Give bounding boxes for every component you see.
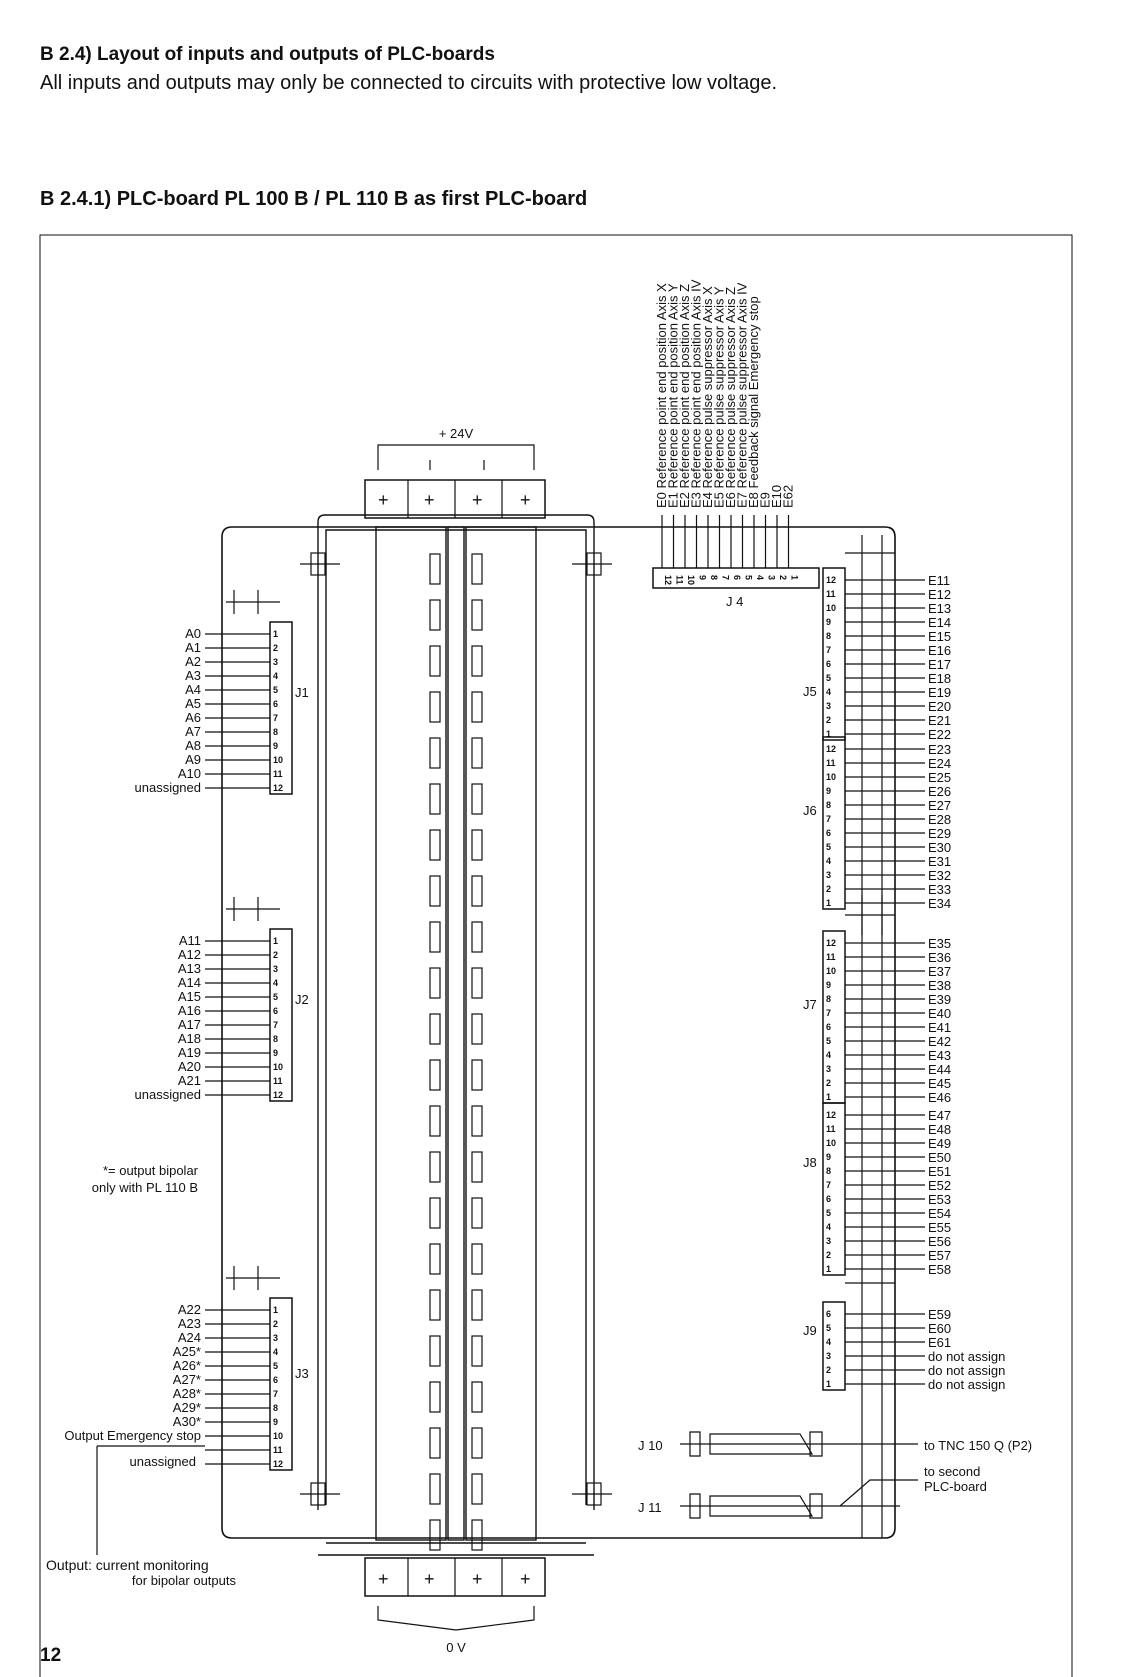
j8-signal: E52 (928, 1178, 952, 1193)
j2-signal: A16 (177, 1003, 201, 1018)
j2-signal: A17 (177, 1017, 201, 1032)
j10-target: to TNC 150 Q (P2) (924, 1438, 1033, 1453)
j6-signal: E29 (928, 826, 952, 841)
j2-label: J2 (295, 992, 309, 1007)
j4-pin: 11 (674, 575, 685, 585)
chip-slot (430, 1198, 440, 1228)
j1-pin: 3 (273, 657, 279, 667)
connector-j9 (803, 535, 1005, 1538)
j3-pin: 9 (273, 1417, 279, 1427)
j4-signal: E0 Reference point end position Axis X (654, 283, 669, 508)
j11-target-2: PLC-board (924, 1479, 987, 1494)
j3-pin: 4 (273, 1347, 279, 1357)
svg-text:+: + (472, 1569, 483, 1589)
j2-signal: A21 (177, 1073, 201, 1088)
j3-pin: 1 (273, 1305, 279, 1315)
j3-signal: A23 (177, 1316, 201, 1331)
j4-signal: E10 (769, 484, 784, 508)
j4-signal: E7 Reference pulse suppressor Axis IV (734, 282, 750, 508)
j7-signal: E36 (928, 950, 952, 965)
j5-signal: E11 (928, 573, 951, 588)
j7-pin: 11 (826, 952, 836, 962)
j6-pin: 3 (826, 870, 832, 880)
chip-slot (472, 1060, 482, 1090)
chip-slot (430, 738, 440, 768)
chip-slot (430, 1382, 440, 1412)
connector-j5 (803, 568, 951, 742)
chip-slot (472, 1014, 482, 1044)
j9-label: J9 (803, 1323, 817, 1338)
j2-pin: 1 (273, 936, 279, 946)
j4-signal: E5 Reference pulse suppressor Axis Y (711, 286, 727, 508)
j1-signal: A6 (185, 710, 201, 725)
j8-pin: 5 (826, 1208, 832, 1218)
j9-pin: 1 (826, 1379, 832, 1389)
j8-pin: 10 (826, 1138, 837, 1148)
j6-pin: 10 (826, 772, 837, 782)
j1-signal: A0 (185, 626, 201, 641)
chip-slot (430, 692, 440, 722)
j6-label: J6 (803, 803, 817, 818)
j3-pin: 2 (273, 1319, 279, 1329)
chip-slot (430, 922, 440, 952)
j3-signal: A28* (172, 1386, 201, 1401)
j4-signal: E4 Reference pulse suppressor Axis X (700, 286, 715, 508)
supply-24v-label: + 24V (438, 426, 474, 441)
j9-pin: 2 (826, 1365, 832, 1375)
j3-signal: A26* (172, 1358, 201, 1373)
j1-signal: A8 (185, 738, 201, 753)
j2-signal: A13 (177, 961, 201, 976)
j6-signal: E23 (928, 742, 952, 757)
j11-target-1: to second (924, 1464, 981, 1479)
j1-pin: 11 (273, 769, 283, 779)
j5-pin: 8 (826, 631, 832, 641)
j8-signal: E55 (928, 1220, 952, 1235)
j4-signal: E3 Reference point end position Axis IV (688, 279, 704, 508)
chip-slot (472, 738, 482, 768)
j2-pin: 3 (273, 964, 279, 974)
j4-signal: E1 Reference point end position Axis Y (665, 283, 681, 508)
j3-pin: 5 (273, 1361, 279, 1371)
j2-pin: 11 (273, 1076, 283, 1086)
j7-pin: 12 (826, 938, 837, 948)
j7-signal: E41 (928, 1020, 952, 1035)
j5-signal: E20 (928, 699, 952, 714)
j4-pin: 3 (766, 575, 777, 581)
j8-signal: E54 (928, 1206, 952, 1221)
j5-pin: 4 (826, 687, 832, 697)
j8-pin: 1 (826, 1264, 832, 1274)
j4-pin: 10 (686, 575, 696, 586)
j5-pin: 10 (826, 603, 837, 613)
j5-pin: 1 (826, 729, 832, 739)
j5-pin: 6 (826, 659, 832, 669)
supply-0v (365, 1558, 545, 1655)
j2-pin: 8 (273, 1034, 279, 1044)
j7-pin: 3 (826, 1064, 832, 1074)
j6-signal: E33 (928, 882, 952, 897)
j1-signal: A3 (185, 668, 201, 683)
subsection-heading: B 2.4.1) PLC-board PL 100 B / PL 110 B as first PLC-board (40, 188, 588, 210)
j4-signal: E9 (757, 492, 773, 508)
j7-label: J7 (803, 997, 817, 1012)
j1-signal: A10 (177, 766, 201, 781)
j6-pin: 7 (826, 814, 832, 824)
svg-text:+: + (520, 1569, 531, 1589)
j4-pin: 2 (778, 575, 788, 581)
j9-signal: do not assign (928, 1349, 1006, 1364)
chip-slot (472, 1428, 482, 1458)
chip-slot (472, 830, 482, 860)
chip-slot (430, 1152, 440, 1182)
j8-signal: E50 (928, 1150, 952, 1165)
bipolar-note-2: only with PL 110 B (91, 1180, 198, 1195)
chip-slot (472, 1244, 482, 1274)
j6-pin: 5 (826, 842, 832, 852)
j5-signal: E17 (928, 657, 952, 672)
j7-signal: E45 (928, 1076, 952, 1091)
j6-pin: 8 (826, 800, 832, 810)
j1-signal: unassigned (134, 780, 201, 795)
j7-signal: E43 (928, 1048, 952, 1063)
j6-pin: 4 (826, 856, 832, 866)
j2-signal: A18 (177, 1031, 201, 1046)
chip-slot (472, 1106, 482, 1136)
j4-signal: E62 (780, 484, 796, 508)
j1-pin: 1 (273, 629, 279, 639)
chip-slot (472, 1474, 482, 1504)
j6-pin: 11 (826, 758, 836, 768)
j5-label: J5 (803, 684, 817, 699)
j6-signal: E30 (928, 840, 952, 855)
chip-slot (430, 646, 440, 676)
page-number: 12 (40, 1645, 62, 1666)
j4-pin: 4 (755, 575, 765, 581)
svg-text:+: + (424, 1569, 435, 1589)
j3-unassigned-label: unassigned (129, 1454, 196, 1469)
chip-slot (472, 600, 482, 630)
chip-slot (430, 876, 440, 906)
chip-slot (472, 1382, 482, 1412)
j9-pin: 5 (826, 1323, 832, 1333)
chip-slot (472, 784, 482, 814)
j1-signal: A9 (185, 752, 201, 767)
j6-signal: E26 (928, 784, 952, 799)
j3-pin: 10 (273, 1431, 284, 1441)
j2-signal: A11 (178, 933, 201, 948)
j1-pin: 12 (273, 783, 284, 793)
j3-signal: A22 (177, 1302, 201, 1317)
j5-pin: 3 (826, 701, 832, 711)
j7-pin: 10 (826, 966, 837, 976)
j1-signal: A5 (185, 696, 201, 711)
chip-slot-columns (430, 554, 482, 1550)
chip-slot (430, 968, 440, 998)
chip-slot (430, 1428, 440, 1458)
chip-slot (430, 1106, 440, 1136)
j7-signal: E38 (928, 978, 952, 993)
j4-pin: 1 (789, 575, 800, 581)
section-intro: All inputs and outputs may only be connected to circuits with protective low voltage. (40, 72, 778, 94)
j5-pin: 11 (826, 589, 836, 599)
j5-signal: E14 (928, 615, 952, 630)
j8-pin: 8 (826, 1166, 832, 1176)
j5-signal: E15 (928, 629, 952, 644)
j5-signal: E21 (928, 713, 952, 728)
j9-pin: 6 (826, 1309, 832, 1319)
j2-pin: 9 (273, 1048, 279, 1058)
j9-signal: E59 (928, 1307, 952, 1322)
svg-text:+: + (520, 490, 531, 510)
j3-pin: 11 (273, 1445, 283, 1455)
j1-signal: A1 (185, 640, 201, 655)
j1-signal: A4 (185, 682, 201, 697)
chip-slot (430, 554, 440, 584)
j7-pin: 5 (826, 1036, 832, 1046)
j5-pin: 5 (826, 673, 832, 683)
j2-pin: 5 (273, 992, 279, 1002)
j8-pin: 4 (826, 1222, 832, 1232)
j8-signal: E53 (928, 1192, 952, 1207)
j4-signal: E2 Reference point end position Axis Z (677, 283, 692, 508)
j8-signal: E49 (928, 1136, 952, 1151)
chip-slot (430, 1060, 440, 1090)
j7-signal: E44 (928, 1062, 952, 1077)
j7-signal: E39 (928, 992, 952, 1007)
j8-pin: 12 (826, 1110, 837, 1120)
j3-signal: A27* (172, 1372, 201, 1387)
chip-slot (472, 692, 482, 722)
j6-pin: 2 (826, 884, 832, 894)
j7-signal: E46 (928, 1090, 952, 1105)
chip-slot (430, 1244, 440, 1274)
j3-pin: 6 (273, 1375, 279, 1385)
svg-text:+: + (472, 490, 483, 510)
monitoring-note-2: for bipolar outputs (131, 1573, 236, 1588)
j5-signal: E16 (928, 643, 952, 658)
j10-label: J 10 (638, 1438, 663, 1453)
j8-signal: E57 (928, 1248, 952, 1263)
j1-pin: 8 (273, 727, 279, 737)
j4-pin: 9 (697, 575, 708, 581)
j1-pin: 4 (273, 671, 279, 681)
j6-signal: E32 (928, 868, 952, 883)
chip-slot (430, 830, 440, 860)
j5-signal: E22 (928, 727, 952, 742)
j8-pin: 3 (826, 1236, 832, 1246)
j9-pin: 3 (826, 1351, 832, 1361)
j8-signal: E58 (928, 1262, 952, 1277)
j6-signal: E28 (928, 812, 952, 827)
connector-j4 (653, 279, 819, 609)
j7-pin: 6 (826, 1022, 832, 1032)
chip-slot (430, 1290, 440, 1320)
monitoring-note-1: Output: current monitoring (46, 1557, 209, 1573)
j6-signal: E25 (928, 770, 952, 785)
connector-j8 (803, 1103, 951, 1277)
j7-signal: E35 (928, 936, 952, 951)
j2-signal: A15 (177, 989, 201, 1004)
j2-signal: A19 (177, 1045, 201, 1060)
svg-text:+: + (378, 1569, 389, 1589)
j2-pin: 4 (273, 978, 279, 988)
j6-signal: E31 (928, 854, 952, 869)
j9-pin: 4 (826, 1337, 832, 1347)
j8-signal: E51 (928, 1164, 952, 1179)
j4-signal: E6 Reference pulse suppressor Axis Z (723, 286, 738, 508)
j8-signal: E56 (928, 1234, 952, 1249)
chip-slot (430, 784, 440, 814)
j6-signal: E34 (928, 896, 952, 911)
j1-pin: 6 (273, 699, 279, 709)
j2-signal: unassigned (134, 1087, 201, 1102)
j5-pin: 2 (826, 715, 832, 725)
j3-pin: 3 (273, 1333, 279, 1343)
chip-slot (430, 1520, 440, 1550)
chip-slot (472, 1336, 482, 1366)
j4-pin: 6 (732, 575, 742, 581)
j7-pin: 9 (826, 980, 832, 990)
j4-pin: 5 (743, 575, 754, 581)
supply-24v (365, 426, 545, 518)
j2-pin: 7 (273, 1020, 279, 1030)
j2-pin: 2 (273, 950, 279, 960)
section-heading: B 2.4) Layout of inputs and outputs of PLC-boards (40, 44, 495, 65)
j1-signal: A2 (185, 654, 201, 669)
chip-slot (430, 1474, 440, 1504)
j6-pin: 12 (826, 744, 837, 754)
j7-signal: E42 (928, 1034, 952, 1049)
j5-signal: E18 (928, 671, 952, 686)
j8-pin: 6 (826, 1194, 832, 1204)
bipolar-note-1: *= output bipolar (102, 1163, 198, 1178)
j3-signal: A29* (172, 1400, 201, 1415)
chip-slot (472, 922, 482, 952)
j1-pin: 9 (273, 741, 279, 751)
j3-signal: A25* (172, 1344, 201, 1359)
central-rail (318, 515, 594, 1555)
j5-signal: E13 (928, 601, 952, 616)
j2-signal: A14 (177, 975, 201, 990)
j8-label: J8 (803, 1155, 817, 1170)
chip-slot (472, 1290, 482, 1320)
j6-signal: E24 (928, 756, 952, 771)
j5-pin: 12 (826, 575, 837, 585)
chip-slot (430, 600, 440, 630)
j9-signal: E61 (928, 1335, 952, 1350)
j5-pin: 7 (826, 645, 832, 655)
svg-text:+: + (424, 490, 435, 510)
j1-pin: 10 (273, 755, 284, 765)
j4-signal: E8 Feedback signal Emergency stop (746, 296, 761, 508)
j7-pin: 7 (826, 1008, 832, 1018)
j3-signal: A24 (177, 1330, 201, 1345)
chip-slot (430, 1336, 440, 1366)
j8-pin: 7 (826, 1180, 832, 1190)
j2-signal: A12 (177, 947, 201, 962)
chip-slot (472, 554, 482, 584)
j7-signal: E40 (928, 1006, 952, 1021)
chip-slot (472, 876, 482, 906)
connector-j11 (638, 1464, 987, 1518)
j11-label: J 11 (638, 1500, 662, 1515)
j6-pin: 9 (826, 786, 832, 796)
j7-pin: 2 (826, 1078, 832, 1088)
chip-slot (472, 968, 482, 998)
j9-signal: do not assign (928, 1363, 1006, 1378)
j3-pin: 12 (273, 1459, 284, 1469)
j7-pin: 4 (826, 1050, 832, 1060)
j2-signal: A20 (177, 1059, 201, 1074)
j2-pin: 6 (273, 1006, 279, 1016)
j4-pin: 8 (709, 575, 719, 581)
chip-slot (472, 1198, 482, 1228)
j9-signal: do not assign (928, 1377, 1006, 1392)
j8-pin: 11 (826, 1124, 836, 1134)
j4-pin: 12 (663, 575, 673, 586)
j5-signal: E19 (928, 685, 952, 700)
j1-pin: 2 (273, 643, 279, 653)
connector-j10 (638, 1432, 1032, 1456)
j8-signal: E47 (928, 1108, 952, 1123)
j2-pin: 10 (273, 1062, 284, 1072)
j5-pin: 9 (826, 617, 832, 627)
connector-j3 (64, 1266, 308, 1470)
j7-pin: 8 (826, 994, 832, 1004)
j6-pin: 6 (826, 828, 832, 838)
j7-signal: E37 (928, 964, 952, 979)
supply-0v-label: 0 V (446, 1640, 466, 1655)
chip-slot (430, 1014, 440, 1044)
chip-slot (472, 1520, 482, 1550)
j1-signal: A7 (185, 724, 201, 739)
j1-pin: 5 (273, 685, 279, 695)
j2-pin: 12 (273, 1090, 284, 1100)
j3-signal: Output Emergency stop (64, 1428, 201, 1443)
j1-label: J1 (295, 685, 309, 700)
j8-pin: 2 (826, 1250, 832, 1260)
j4-label: J 4 (726, 594, 744, 609)
j9-signal: E60 (928, 1321, 952, 1336)
j6-pin: 1 (826, 898, 832, 908)
j3-label: J3 (295, 1366, 309, 1381)
j5-signal: E12 (928, 587, 952, 602)
j1-pin: 7 (273, 713, 279, 723)
j8-signal: E48 (928, 1122, 952, 1137)
connector-j7 (803, 931, 951, 1105)
j3-signal: A30* (172, 1414, 201, 1429)
svg-text:+: + (378, 490, 389, 510)
j3-pin: 8 (273, 1403, 279, 1413)
mounting-brackets (300, 553, 612, 1505)
j7-pin: 1 (826, 1092, 832, 1102)
connector-j6 (803, 737, 951, 911)
j3-pin: 7 (273, 1389, 279, 1399)
board-outline (222, 527, 895, 1538)
j6-signal: E27 (928, 798, 952, 813)
chip-slot (472, 646, 482, 676)
j4-pin: 7 (720, 575, 731, 581)
chip-slot (472, 1152, 482, 1182)
j8-pin: 9 (826, 1152, 832, 1162)
